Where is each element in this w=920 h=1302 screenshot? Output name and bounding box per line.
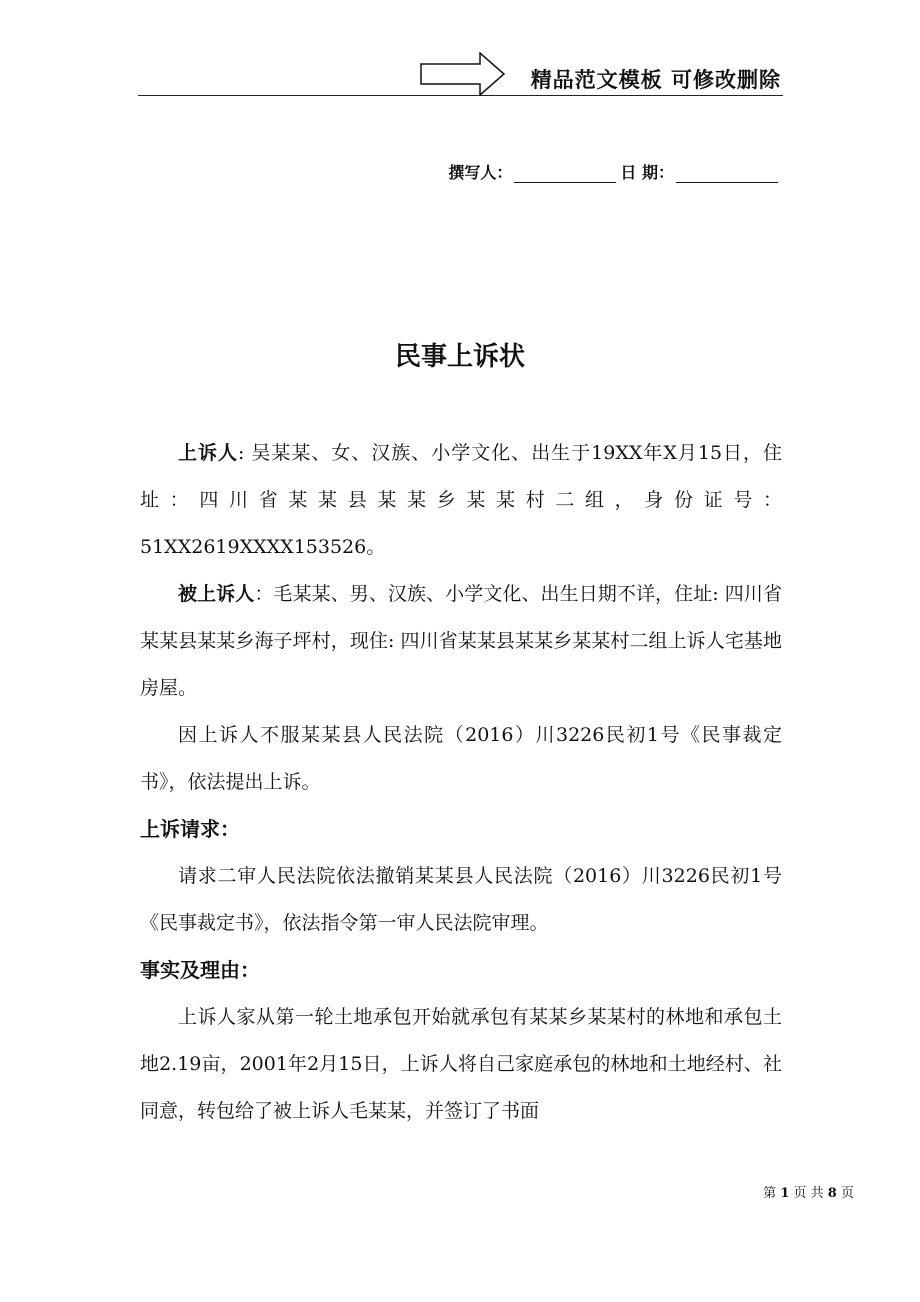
page-footer bbox=[763, 1182, 854, 1201]
appellee-paragraph bbox=[140, 571, 782, 712]
page-header bbox=[138, 50, 783, 98]
date-blank[interactable] bbox=[676, 164, 778, 183]
reason-intro: 因上诉人不服某某县人民法院（2016）川3226民初1号《民事裁定书》，依法提出上诉。 bbox=[140, 724, 782, 793]
document-title: 民事上诉状 bbox=[394, 342, 525, 372]
footer-prefix: 第 bbox=[763, 1186, 777, 1201]
footer-suffix: 页 bbox=[840, 1186, 854, 1201]
document-body bbox=[140, 430, 782, 1135]
appellant-text: : 吴某某、女、汉族、小学文化、出生于19XX年X月15日，住址：四川省某某县某某乡某某村二组，身份证号：51XX2619XXXX153526。 bbox=[140, 442, 782, 558]
author-blank[interactable] bbox=[514, 164, 616, 183]
request-heading: 上诉请求： bbox=[140, 817, 240, 841]
date-label: 日 期： bbox=[620, 163, 674, 182]
author-label: 撰写人： bbox=[448, 163, 513, 182]
appellant-label: 上诉人 bbox=[178, 442, 238, 464]
author-date-line bbox=[448, 160, 782, 183]
facts-text: 上诉人家从第一轮土地承包开始就承包有某某乡某某村的林地和承包土地2.19亩，2001年2月15日，上诉人将自己家庭承包的林地和土地经村、社同意，转包给了被上诉人毛某某，并签订了书面 bbox=[140, 1006, 782, 1122]
template-badge: 精品范文模板 可修改删除 bbox=[530, 68, 781, 92]
arrow-right-icon bbox=[420, 52, 506, 96]
footer-middle: 页 共 bbox=[793, 1186, 824, 1201]
appellant-paragraph bbox=[140, 430, 782, 571]
header-rule bbox=[138, 95, 783, 96]
appellee-label: 被上诉人 bbox=[178, 583, 255, 605]
appellee-text: ：毛某某、男、汉族、小学文化、出生日期不详，住址: 四川省某某县某某乡海子坪村，现住: 四川省某某县某某乡某某村二组上诉人宅基地房屋。 bbox=[140, 583, 782, 699]
facts-heading: 事实及理由： bbox=[140, 958, 260, 982]
footer-page-number: 1 bbox=[780, 1186, 790, 1201]
request-text: 请求二审人民法院依法撤销某某县人民法院（2016）川3226民初1号《民事裁定书》，依法指令第一审人民法院审理。 bbox=[140, 865, 782, 934]
footer-total-pages: 8 bbox=[827, 1186, 837, 1201]
